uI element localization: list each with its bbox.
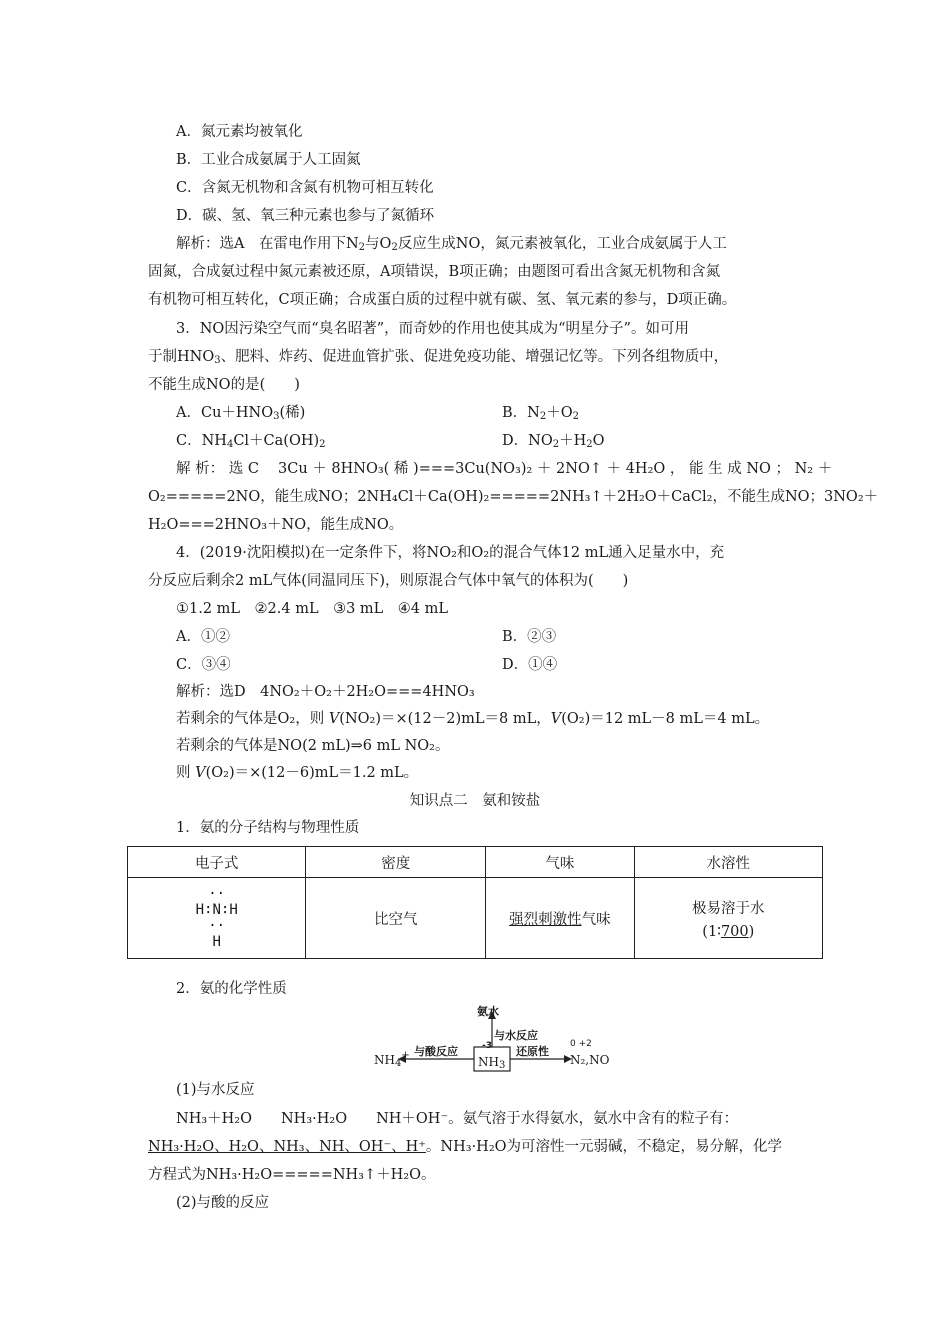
q4-option-d: D．①④ [502,657,558,673]
table-row [128,878,823,959]
diagram-label-reducing: 还原性 [516,1045,549,1058]
q2-option-b: B．工业合成氨属于人工固氮 [176,152,361,168]
table-header-row [128,847,823,878]
table-header: 电子式 [128,847,306,878]
lewis-structure: ·· H∶N∶H ·· H [195,886,238,950]
smell-cell: 强烈刺激性气味 [486,878,634,959]
diagram-label-acid-reaction: 与酸反应 [414,1045,458,1058]
water-reaction-line2: NH₃·H₂O、H₂O、NH₃、NH、OH⁻、H⁺。NH₃·H₂O为可溶性一元弱碱，不稳定，易分解，化学 [148,1139,783,1155]
q4-stem-line1: 4．(2019·沈阳模拟)在一定条件下，将NO₂和O₂的混合气体12 mL通入足量水中，充 [176,545,725,561]
q3-stem-line1: 3．NO因污染空气而“臭名昭著”，而奇妙的作用也使其成为“明星分子”。如可用 [176,321,689,337]
section-title: 知识点二 氨和铵盐 [409,793,541,809]
q3-stem-line2: 于制$HNO_3$、肥料、炸药、促进血管扩张、促进免疫功能、增强记忆等。下列各组物质中， [148,349,729,366]
ammonia-reaction-diagram [370,1003,630,1075]
q4-analysis-line3: 若剩余的气体是NO(2 mL)⇒6 mL NO₂。 [176,738,450,754]
q4-choices: ①1.2 mL ②2.4 mL ③3 mL ④4 mL [176,601,449,617]
diagram-oxidation-states-right: 0 +2 [570,1039,592,1049]
diagram-left-ammonium: $NH_4^+$ [374,1050,410,1069]
electron-formula-cell [128,878,306,959]
q2-option-c: C．含氮无机物和含氮有机物可相互转化 [176,180,434,196]
diagram-center-nh3: $NH_3$ [478,1055,506,1071]
q3-stem-line3: 不能生成NO的是( ) [148,377,300,393]
q2-option-a: A．氮元素均被氧化 [176,124,303,140]
subsection-title-structure: 1．氨的分子结构与物理性质 [176,820,360,836]
q4-option-c: C．③④ [176,657,231,673]
q3-option-b: B．$N_2+O_2$ [502,405,579,422]
q4-option-a: A．①② [176,629,230,645]
q3-option-c: C．$NH_4Cl+Ca(OH)_2$ [176,433,326,450]
q3-analysis-line1: 解 析： 选 C 3Cu ＋ 8HNO₃( 稀 )===3Cu(NO₃)₂ ＋ 2NO↑ ＋ 4H₂O ， 能 生 成 NO ； N₂ ＋ [176,461,833,477]
acid-reaction-heading: (2)与酸的反应 [176,1195,270,1211]
subsection-title-chemistry: 2．氨的化学性质 [176,981,287,997]
table-header: 密度 [306,847,486,878]
q4-analysis-line2: 若剩余的气体是O₂，则 V(NO₂)＝×(12－2)mL＝8 mL，V(O₂)＝12 mL－8 mL＝4 mL。 [176,711,770,727]
q2-analysis-line3: 有机物可相互转化，C项正确；合成蛋白质的过程中就有碳、氢、氧元素的参与，D项正确。 [148,292,737,308]
diagram-label-water-reaction: 与水反应 [494,1029,538,1042]
diagram-label-ammonia-water: 氨水 [477,1005,499,1018]
q4-option-b: B．②③ [502,629,557,645]
q3-option-d: D．$NO_2+H_2O$ [502,433,605,450]
ammonia-properties-table [127,846,823,959]
table-header: 水溶性 [634,847,822,878]
table-header: 气味 [486,847,634,878]
water-reaction-line1: NH₃＋H₂O NH₃·H₂O NH＋OH⁻。氨气溶于水得氨水，氨水中含有的粒子有： [176,1111,739,1127]
water-reaction-line3: 方程式为NH₃·H₂O=====NH₃↑＋H₂O。 [148,1167,436,1183]
q2-option-d: D．碳、氢、氧三种元素也参与了氮循环 [176,208,435,224]
q3-analysis-line2: O₂=====2NO，能生成NO；2NH₄Cl＋Ca(OH)₂=====2NH₃↑＋2H₂O＋CaCl₂，不能生成NO；3NO₂＋ [148,489,879,505]
q4-analysis-line4: 则 V(O₂)＝×(12－6)mL＝1.2 mL。 [176,765,419,781]
q2-analysis-line1: 解析：选A 在雷电作用下$N_2$与$O_2$反应生成NO，氮元素被氧化，工业合成氨属于人工 [176,236,727,253]
solubility-cell: 极易溶于水 (1∶700) [634,878,822,959]
q4-analysis-line1: 解析：选D 4NO₂＋O₂＋2H₂O===4HNO₃ [176,684,475,700]
density-cell: 比空气 [306,878,486,959]
q3-analysis-line3: H₂O===2HNO₃＋NO，能生成NO。 [148,517,404,533]
diagram-oxidation-state-n: -3 [482,1041,492,1051]
diagram-right-products: N₂,NO [570,1053,610,1067]
q2-analysis-line2: 固氮，合成氨过程中氮元素被还原，A项错误，B项正确；由题图可看出含氮无机物和含氮 [148,264,721,280]
q3-option-a: A．$Cu+HNO_3$(稀) [176,405,306,422]
water-reaction-heading: (1)与水反应 [176,1082,255,1098]
q4-stem-line2: 分反应后剩余2 mL气体(同温同压下)，则原混合气体中氧气的体积为( ) [148,573,629,589]
